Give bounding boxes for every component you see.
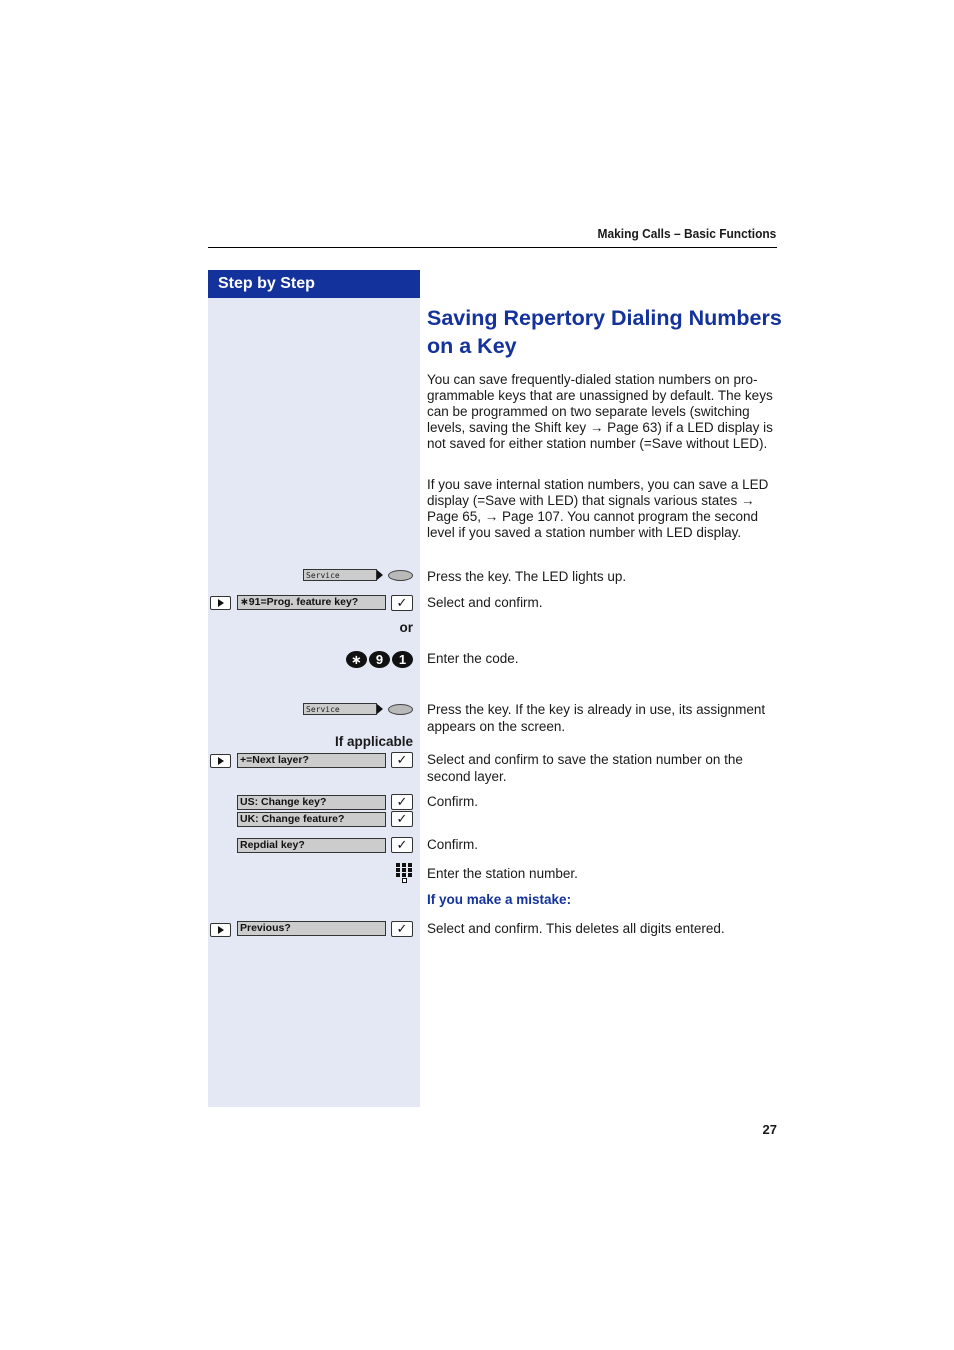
intro-paragraph-2: If you save internal station numbers, you can save a LED display (=Save with LED) that signals various states → Page 65, → Page 107. You cannot program the second level if you saved a station number with LED display. [427, 477, 769, 540]
header-rule [208, 247, 777, 248]
display-previous[interactable]: Previous? [237, 921, 386, 936]
keypad-icon [396, 863, 413, 883]
step-select-confirm-delete-text: Select and confirm. This deletes all digits entered. [427, 921, 725, 936]
step-enter-code-text: Enter the code. [427, 651, 519, 666]
display-repdial-key[interactable]: Repdial key? [237, 838, 386, 853]
nine-key-icon[interactable]: 9 [369, 651, 390, 668]
page-title: Saving Repertory Dialing Numbers on a Key [427, 306, 782, 358]
service-key-arrow-icon-2 [377, 704, 383, 714]
step-confirm-text-2: Confirm. [427, 837, 479, 852]
display-next-layer[interactable]: +=Next layer? [237, 753, 386, 768]
step-select-confirm-second-text: Select and confirm to save the station number on the second layer. [427, 752, 743, 784]
service-key-label: Service [303, 569, 377, 581]
step-press-key-text: Press the key. The LED lights up. [427, 569, 627, 584]
service-function-key-2[interactable] [388, 704, 413, 715]
navigate-arrow-icon-3[interactable] [210, 923, 231, 937]
ok-check-button-4[interactable]: ✓ [391, 811, 413, 827]
if-applicable-label: If applicable [334, 734, 413, 749]
ok-check-button-6[interactable]: ✓ [391, 921, 413, 937]
service-key-arrow-icon [377, 570, 383, 580]
sidebar-heading: Step by Step [208, 270, 420, 298]
service-function-key[interactable] [388, 570, 413, 581]
star-key-icon[interactable]: ∗ [346, 651, 367, 668]
ok-check-button-2[interactable]: ✓ [391, 752, 413, 768]
step-confirm-text-1: Confirm. [427, 794, 479, 809]
display-uk-change-feature[interactable]: UK: Change feature? [237, 812, 386, 827]
step-sidebar [208, 270, 420, 1107]
display-us-change-key[interactable]: US: Change key? [237, 795, 386, 810]
ok-check-button-5[interactable]: ✓ [391, 837, 413, 853]
ok-check-button-3[interactable]: ✓ [391, 794, 413, 810]
step-enter-station-text: Enter the station number. [427, 866, 578, 881]
ok-check-button[interactable]: ✓ [391, 595, 413, 611]
step-press-key-in-use-text: Press the key. If the key is already in use, its assignment appears on the screen. [427, 702, 766, 734]
step-select-confirm-text: Select and confirm. [427, 595, 543, 610]
display-prog-feature-key[interactable]: ∗91=Prog. feature key? [237, 595, 386, 610]
page-number: 27 [762, 1122, 777, 1137]
navigate-arrow-icon[interactable] [210, 596, 231, 610]
service-key-label-2: Service [303, 703, 377, 715]
one-key-icon[interactable]: 1 [392, 651, 413, 668]
intro-paragraph-1: You can save frequently-dialed station numbers on pro-grammable keys that are unassigned by default. The keys can be programmed on two separate levels (switching levels, saving the Shift key → Page 63) if a LED display is not saved for either station number (=Save without LED). [427, 372, 773, 451]
or-label: or [399, 620, 413, 635]
mistake-heading: If you make a mistake: [427, 892, 572, 907]
running-header: Making Calls – Basic Functions [597, 226, 776, 241]
navigate-arrow-icon-2[interactable] [210, 754, 231, 768]
